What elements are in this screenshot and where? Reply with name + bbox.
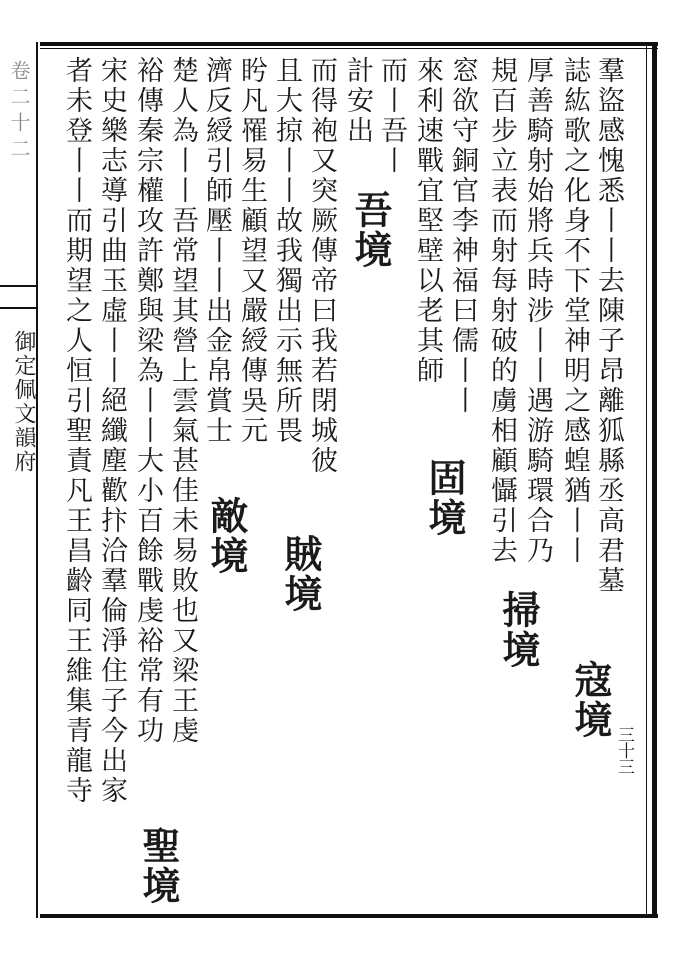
column-text: 來利速戰宜堅壁以老其師 <box>412 56 443 386</box>
head-word: 敵境 <box>204 496 249 576</box>
text-column <box>373 56 409 176</box>
frame-right-rule <box>652 42 657 918</box>
column-text: 且大掠丨丨故我獨出示無所畏 <box>271 56 302 446</box>
margin-rule <box>36 42 38 918</box>
text-column <box>339 56 375 146</box>
text-column <box>129 56 165 746</box>
text-column <box>198 56 234 446</box>
column-text: 楚人為丨丨吾常望其營上雲氣甚佳未易敗也又梁王虔 <box>167 56 198 746</box>
head-entry <box>278 534 323 614</box>
head-entry <box>422 458 467 538</box>
text-column <box>233 56 269 446</box>
frame-bottom-rule <box>40 914 658 918</box>
text-column <box>556 56 592 566</box>
text-column <box>303 56 339 476</box>
fish-tail-mark <box>0 285 38 309</box>
head-entry <box>348 190 393 270</box>
column-text: 者未登丨丨而期望之人恒引聖責凡王昌齡同王維集青龍寺 <box>61 56 92 806</box>
text-column <box>590 56 626 596</box>
margin-faint-text: 卷二十二 <box>7 60 31 164</box>
column-text: 而得袍又突厥傳帝曰我若閉城彼 <box>306 56 337 476</box>
book-title: 御定佩文韻府 <box>11 330 36 474</box>
head-word: 掃境 <box>496 590 541 670</box>
column-text: 而丨吾丨 <box>376 56 407 176</box>
column-text: 規百步立表而射每射破的虜相顧懾引去 <box>486 56 517 566</box>
text-column <box>483 56 519 566</box>
head-entry <box>204 496 249 576</box>
text-column <box>409 56 445 386</box>
head-word: 賊境 <box>278 534 323 614</box>
text-column <box>164 56 200 746</box>
head-word: 吾境 <box>348 190 393 270</box>
column-text: 宋史樂志導引曲玉虛丨丨絕纖塵歡抃洽羣倫淨住子今出家 <box>96 56 127 806</box>
head-entry <box>568 660 613 740</box>
text-column <box>519 56 555 566</box>
text-column <box>268 56 304 446</box>
text-column <box>444 56 480 416</box>
head-word: 聖境 <box>136 826 181 906</box>
head-entry <box>496 590 541 670</box>
frame-right-rule-thin <box>646 42 647 918</box>
column-text: 裕傳秦宗權攻許鄭與梁為丨丨大小百餘戰虔裕常有功 <box>132 56 163 746</box>
column-text: 計安出 <box>342 56 373 146</box>
column-text: 濟反綬引師壓丨丨出金帛賞士 <box>201 56 232 446</box>
head-entry <box>136 826 181 906</box>
frame-top-rule <box>40 42 658 46</box>
book-margin <box>0 42 40 918</box>
head-word: 固境 <box>422 458 467 538</box>
column-text: 誌紘歌之化身不下堂神明之感蝗猶丨丨 <box>559 56 590 566</box>
text-column <box>58 56 94 806</box>
head-word: 寇境 <box>568 660 613 740</box>
text-column <box>93 56 129 806</box>
column-text: 盻凡罹易生顧望又嚴綬傳吳元 <box>236 56 267 446</box>
column-text: 羣盜感愧悉丨丨去陳子昂離狐縣丞高君墓 <box>593 56 624 596</box>
page-number: 三十三 <box>614 726 634 774</box>
frame-top-rule-thin <box>40 48 658 49</box>
column-text: 窓欲守銅官李神福曰儒丨丨 <box>447 56 478 416</box>
column-text: 厚善騎射始將兵時涉丨丨遇游騎環合乃 <box>522 56 553 566</box>
